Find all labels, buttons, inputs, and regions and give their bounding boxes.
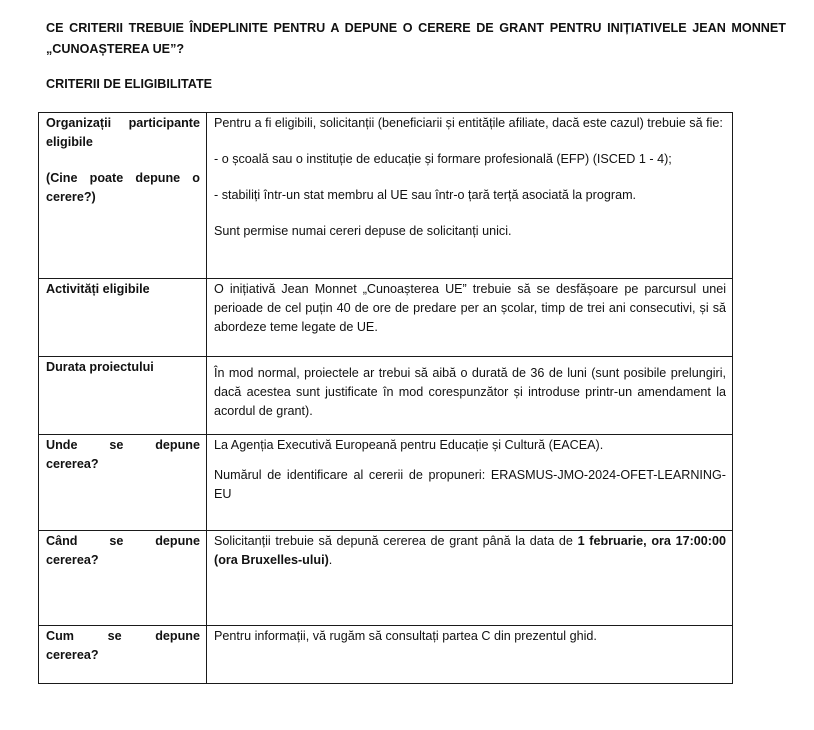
label-word: depune xyxy=(155,534,200,548)
label-word: Unde xyxy=(46,438,78,452)
label-line: Durata proiectului xyxy=(46,360,154,374)
row-content xyxy=(207,531,733,626)
section-subtitle: CRITERII DE ELIGIBILITATE xyxy=(46,77,213,91)
row-content xyxy=(207,113,733,279)
row-content xyxy=(207,435,733,531)
content-paragraph: - o școală sau o instituție de educație și formare profesională (EFP) (ISCED 1 - 4); xyxy=(214,152,672,166)
table-row xyxy=(39,531,733,626)
row-content xyxy=(207,279,733,357)
label-word: se xyxy=(109,438,124,452)
label-word: depune xyxy=(155,629,200,643)
label-word: cererea? xyxy=(46,553,99,567)
deadline-date: 1 februarie, ora 17:00:00 (ora Bruxelles-ului) xyxy=(214,534,726,567)
label-word: se xyxy=(107,629,122,643)
content-paragraph xyxy=(214,532,726,570)
row-label xyxy=(39,279,207,357)
label-line xyxy=(46,532,200,551)
table-row xyxy=(39,626,733,684)
content-paragraph: În mod normal, proiectele ar trebui să aibă o durată de 36 de luni (sunt posibile prelungiri, dacă acestea sunt justificate în mod corespunzător și introduse printr-un amendament la acordul de grant). xyxy=(214,366,726,418)
content-paragraph: Numărul de identificare al cererii de propuneri: ERASMUS-JMO-2024-OFET-LEARNING-EU xyxy=(214,468,726,501)
label-word: depune xyxy=(155,438,200,452)
content-paragraph: O inițiativă Jean Monnet „Cunoașterea UE” trebuie să se desfășoare pe parcursul unei perioade de cel puțin 40 de ore de predare per an școlar, timp de trei ani consecutivi, și să abordeze teme legate de UE. xyxy=(214,282,726,334)
label-word: cererea? xyxy=(46,457,99,471)
label-line xyxy=(46,436,200,455)
label-line: Activități eligibile xyxy=(46,282,150,296)
row-label xyxy=(39,357,207,435)
content-paragraph: - stabiliți într-un stat membru al UE sau într-o țară terță asociată la program. xyxy=(214,188,637,202)
document-title: CE CRITERII TREBUIE ÎNDEPLINITE PENTRU A DEPUNE O CERERE DE GRANT PENTRU INIȚIATIVELE JEAN MONNET „CUNOAȘTEREA UE”? xyxy=(46,21,786,56)
label-line: (Cine poate depune o cerere?) xyxy=(46,171,200,204)
content-paragraph: Pentru informații, vă rugăm să consultați partea C din prezentul ghid. xyxy=(214,629,597,643)
content-paragraph: Sunt permise numai cereri depuse de solicitanți unici. xyxy=(214,224,512,238)
deadline-text: Solicitanții trebuie să depună cererea de grant până la data de xyxy=(214,534,578,548)
table-row xyxy=(39,113,733,279)
content-paragraph: Pentru a fi eligibili, solicitanții (beneficiarii și entitățile afiliate, dacă este cazul) trebuie să fie: xyxy=(214,116,723,130)
row-label xyxy=(39,626,207,684)
label-word: cererea? xyxy=(46,648,99,662)
table-row xyxy=(39,357,733,435)
row-label xyxy=(39,113,207,279)
row-label xyxy=(39,531,207,626)
eligibility-table xyxy=(38,112,733,684)
row-label xyxy=(39,435,207,531)
label-line xyxy=(46,627,200,646)
table-row xyxy=(39,279,733,357)
row-content xyxy=(207,626,733,684)
table-row xyxy=(39,435,733,531)
label-word: Cum xyxy=(46,629,74,643)
content-paragraph: La Agenția Executivă Europeană pentru Educație și Cultură (EACEA). xyxy=(214,438,604,452)
label-word: Când xyxy=(46,534,78,548)
label-word: se xyxy=(109,534,124,548)
label-line: Organizații participante eligibile xyxy=(46,116,200,149)
row-content xyxy=(207,357,733,435)
deadline-text-end: . xyxy=(328,553,333,567)
